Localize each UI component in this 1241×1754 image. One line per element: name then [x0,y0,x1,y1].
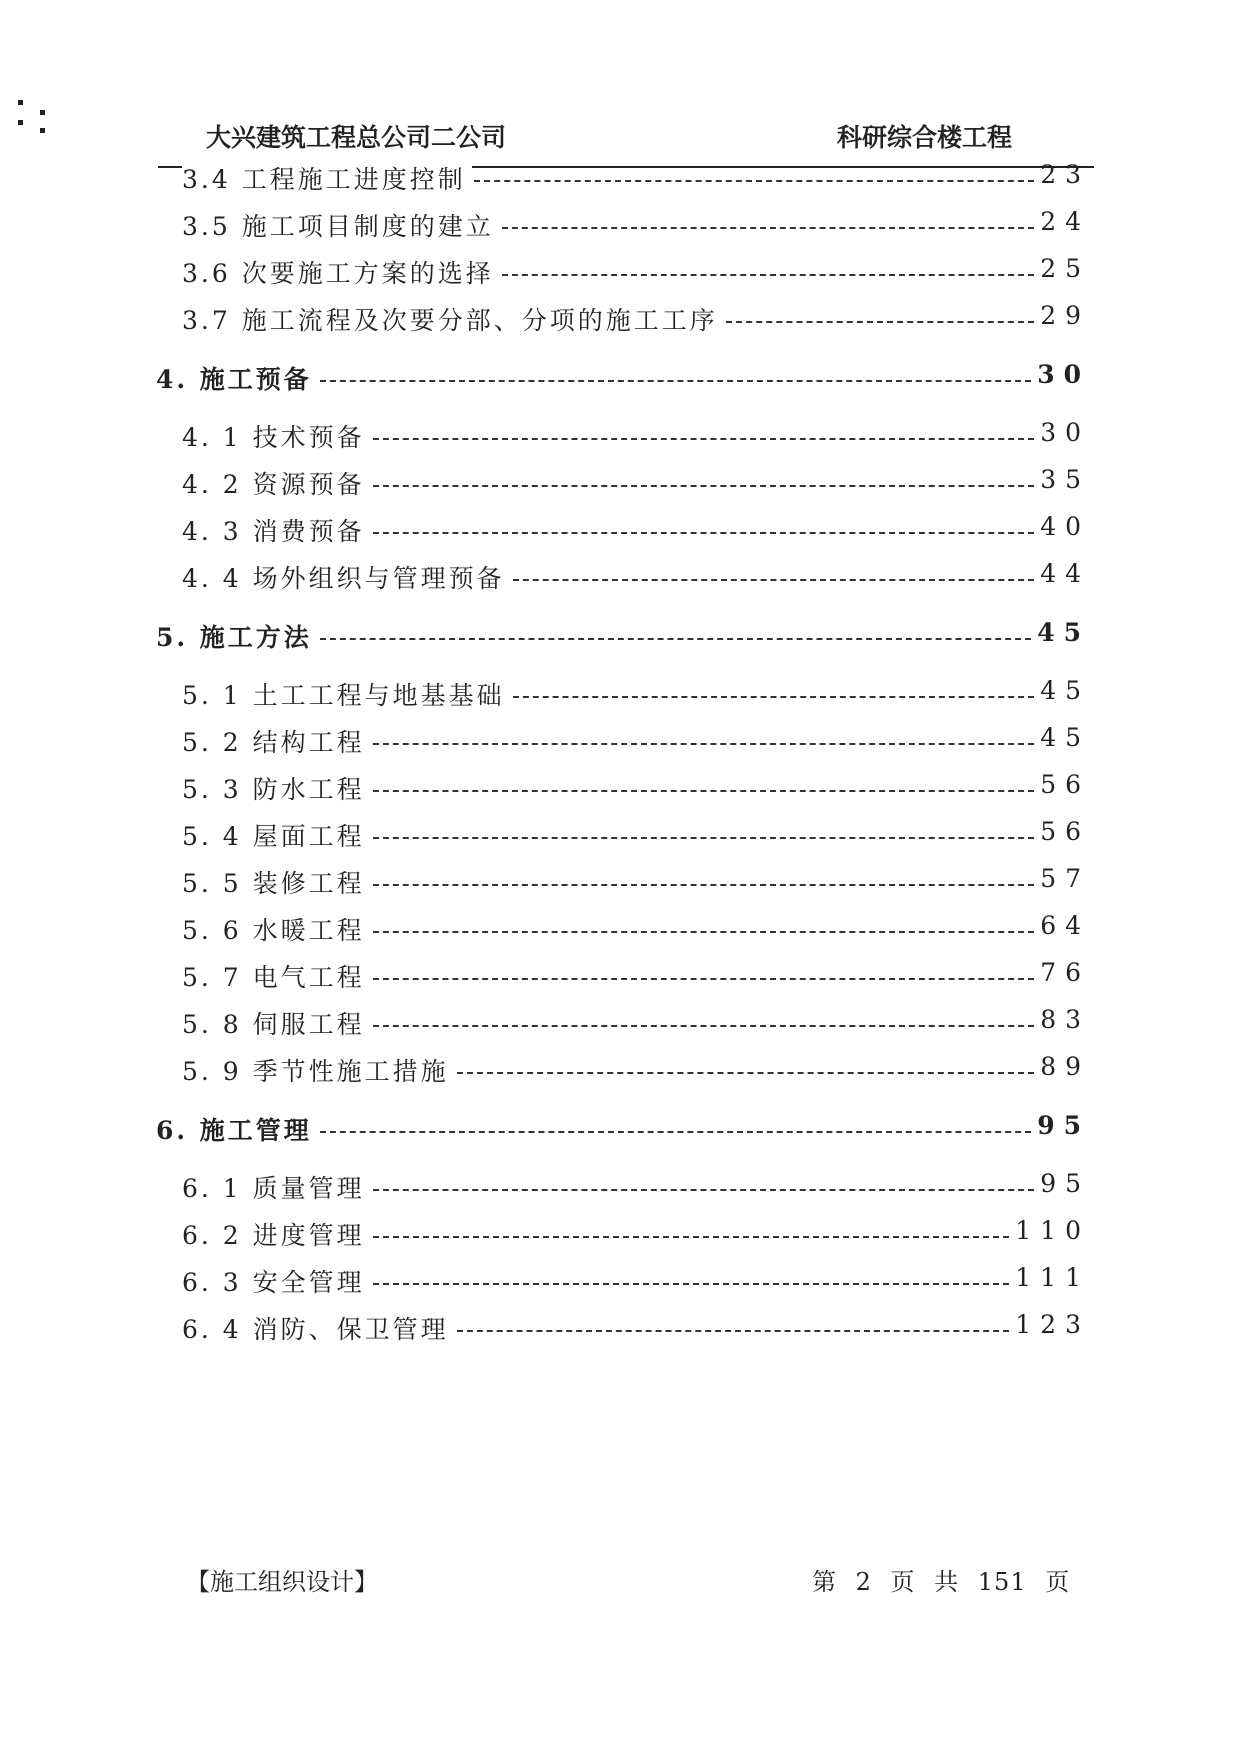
toc-section-entry [0,817,1241,857]
toc-leader-dots [502,227,1034,229]
toc-entry-page: 110 [1015,1216,1090,1245]
toc-entry-label: 3.7 施工流程及次要分部、分项的施工工序 [182,301,724,337]
toc-entry-page: 30 [1040,418,1090,447]
toc-entry-page: 45 [1040,676,1090,705]
toc-section-entry [0,723,1241,763]
toc-section-entry [0,559,1241,599]
company-name: 大兴建筑工程总公司二公司 [206,123,507,152]
toc-leader-dots [373,438,1035,440]
toc-section-entry [0,512,1241,552]
toc-entry-label: 5. 6 水暖工程 [182,911,371,947]
toc-entry-label: 4. 2 资源预备 [182,465,371,501]
toc-leader-dots [513,579,1035,581]
toc-leader-dots [373,884,1035,886]
toc-leader-dots [373,1236,1010,1238]
toc-entry-page: 45 [1037,618,1090,647]
toc-entry-label: 6. 1 质量管理 [182,1169,371,1205]
toc-entry-page: 45 [1040,723,1090,752]
toc-entry-label: 4. 4 场外组织与管理预备 [182,559,511,595]
toc-chapter-entry [0,360,1241,400]
toc-section-entry [0,1263,1241,1303]
toc-entry-label: 4. 施工预备 [156,360,318,396]
toc-entry-label: 6. 4 消防、保卫管理 [182,1310,455,1346]
toc-entry-label: 5. 3 防水工程 [182,770,371,806]
toc-section-entry [0,1216,1241,1256]
toc-entry-page: 56 [1040,770,1090,799]
toc-leader-dots [373,1189,1035,1191]
toc-section-entry [0,1052,1241,1092]
toc-entry-label: 5. 1 土工工程与地基基础 [182,676,511,712]
toc-entry-label: 5. 2 结构工程 [182,723,371,759]
toc-entry-page: 40 [1040,512,1090,541]
toc-leader-dots [373,931,1035,933]
toc-entry-page: 95 [1040,1169,1090,1198]
toc-entry-page: 89 [1040,1052,1090,1081]
toc-entry-page: 44 [1040,559,1090,588]
toc-entry-label: 5. 施工方法 [156,618,318,654]
toc-leader-dots [320,380,1031,382]
toc-entry-label: 6. 2 进度管理 [182,1216,371,1252]
toc-entry-label: 5. 9 季节性施工措施 [182,1052,455,1088]
toc-leader-dots [373,1025,1035,1027]
toc-entry-page: 30 [1037,360,1090,389]
toc-entry-page: 83 [1040,1005,1090,1034]
toc-leader-dots [457,1330,1010,1332]
toc-entry-label: 5. 7 电气工程 [182,958,371,994]
toc-leader-dots [373,485,1035,487]
toc-leader-dots [373,532,1035,534]
toc-entry-label: 3.6 次要施工方案的选择 [182,254,500,290]
toc-entry-label: 5. 8 伺服工程 [182,1005,371,1041]
toc-leader-dots [320,1131,1031,1133]
toc-section-entry [0,207,1241,247]
toc-section-entry [0,676,1241,716]
toc-entry-label: 3.5 施工项目制度的建立 [182,207,500,243]
toc-leader-dots [513,696,1035,698]
toc-leader-dots [373,743,1035,745]
toc-entry-label: 5. 5 装修工程 [182,864,371,900]
toc-entry-label: 4. 1 技术预备 [182,418,371,454]
footer-document-title: 【施工组织设计】 [186,1568,378,1596]
toc-chapter-entry [0,618,1241,658]
toc-entry-page: 24 [1040,207,1090,236]
toc-leader-dots [373,978,1035,980]
toc-section-entry [0,770,1241,810]
toc-leader-dots [474,180,1034,182]
toc-entry-label: 6. 施工管理 [156,1111,318,1147]
toc-entry-page: 95 [1037,1111,1090,1140]
toc-entry-page: 29 [1040,301,1090,330]
toc-entry-page: 56 [1040,817,1090,846]
toc-leader-dots [502,274,1034,276]
toc-leader-dots [373,790,1035,792]
toc-section-entry [0,465,1241,505]
toc-section-entry [0,418,1241,458]
toc-entry-page: 57 [1040,864,1090,893]
toc-leader-dots [457,1072,1035,1074]
toc-section-entry [0,160,1241,200]
toc-entry-page: 111 [1015,1263,1090,1292]
toc-entry-label: 4. 3 消费预备 [182,512,371,548]
page-header [158,108,1090,168]
toc-leader-dots [320,638,1031,640]
toc-section-entry [0,1005,1241,1045]
toc-leader-dots [726,321,1034,323]
toc-section-entry [0,911,1241,951]
toc-entry-page: 76 [1040,958,1090,987]
toc-section-entry [0,958,1241,998]
toc-entry-page: 123 [1015,1310,1090,1339]
toc-section-entry [0,1310,1241,1350]
project-name: 科研综合楼工程 [836,123,1012,152]
toc-entry-page: 23 [1040,160,1090,189]
toc-entry-label: 6. 3 安全管理 [182,1263,371,1299]
toc-chapter-entry [0,1111,1241,1151]
toc-section-entry [0,864,1241,904]
toc-section-entry [0,301,1241,341]
footer-page-info: 第 2 页 共 151 页 [812,1568,1071,1596]
toc-leader-dots [373,837,1035,839]
toc-entry-label: 5. 4 屋面工程 [182,817,371,853]
toc-section-entry [0,254,1241,294]
toc-section-entry [0,1169,1241,1209]
toc-entry-page: 64 [1040,911,1090,940]
toc-entry-page: 35 [1040,465,1090,494]
toc-entry-label: 3.4 工程施工进度控制 [182,160,472,196]
toc-entry-page: 25 [1040,254,1090,283]
toc-leader-dots [373,1283,1010,1285]
header-mark-icon [18,100,58,140]
